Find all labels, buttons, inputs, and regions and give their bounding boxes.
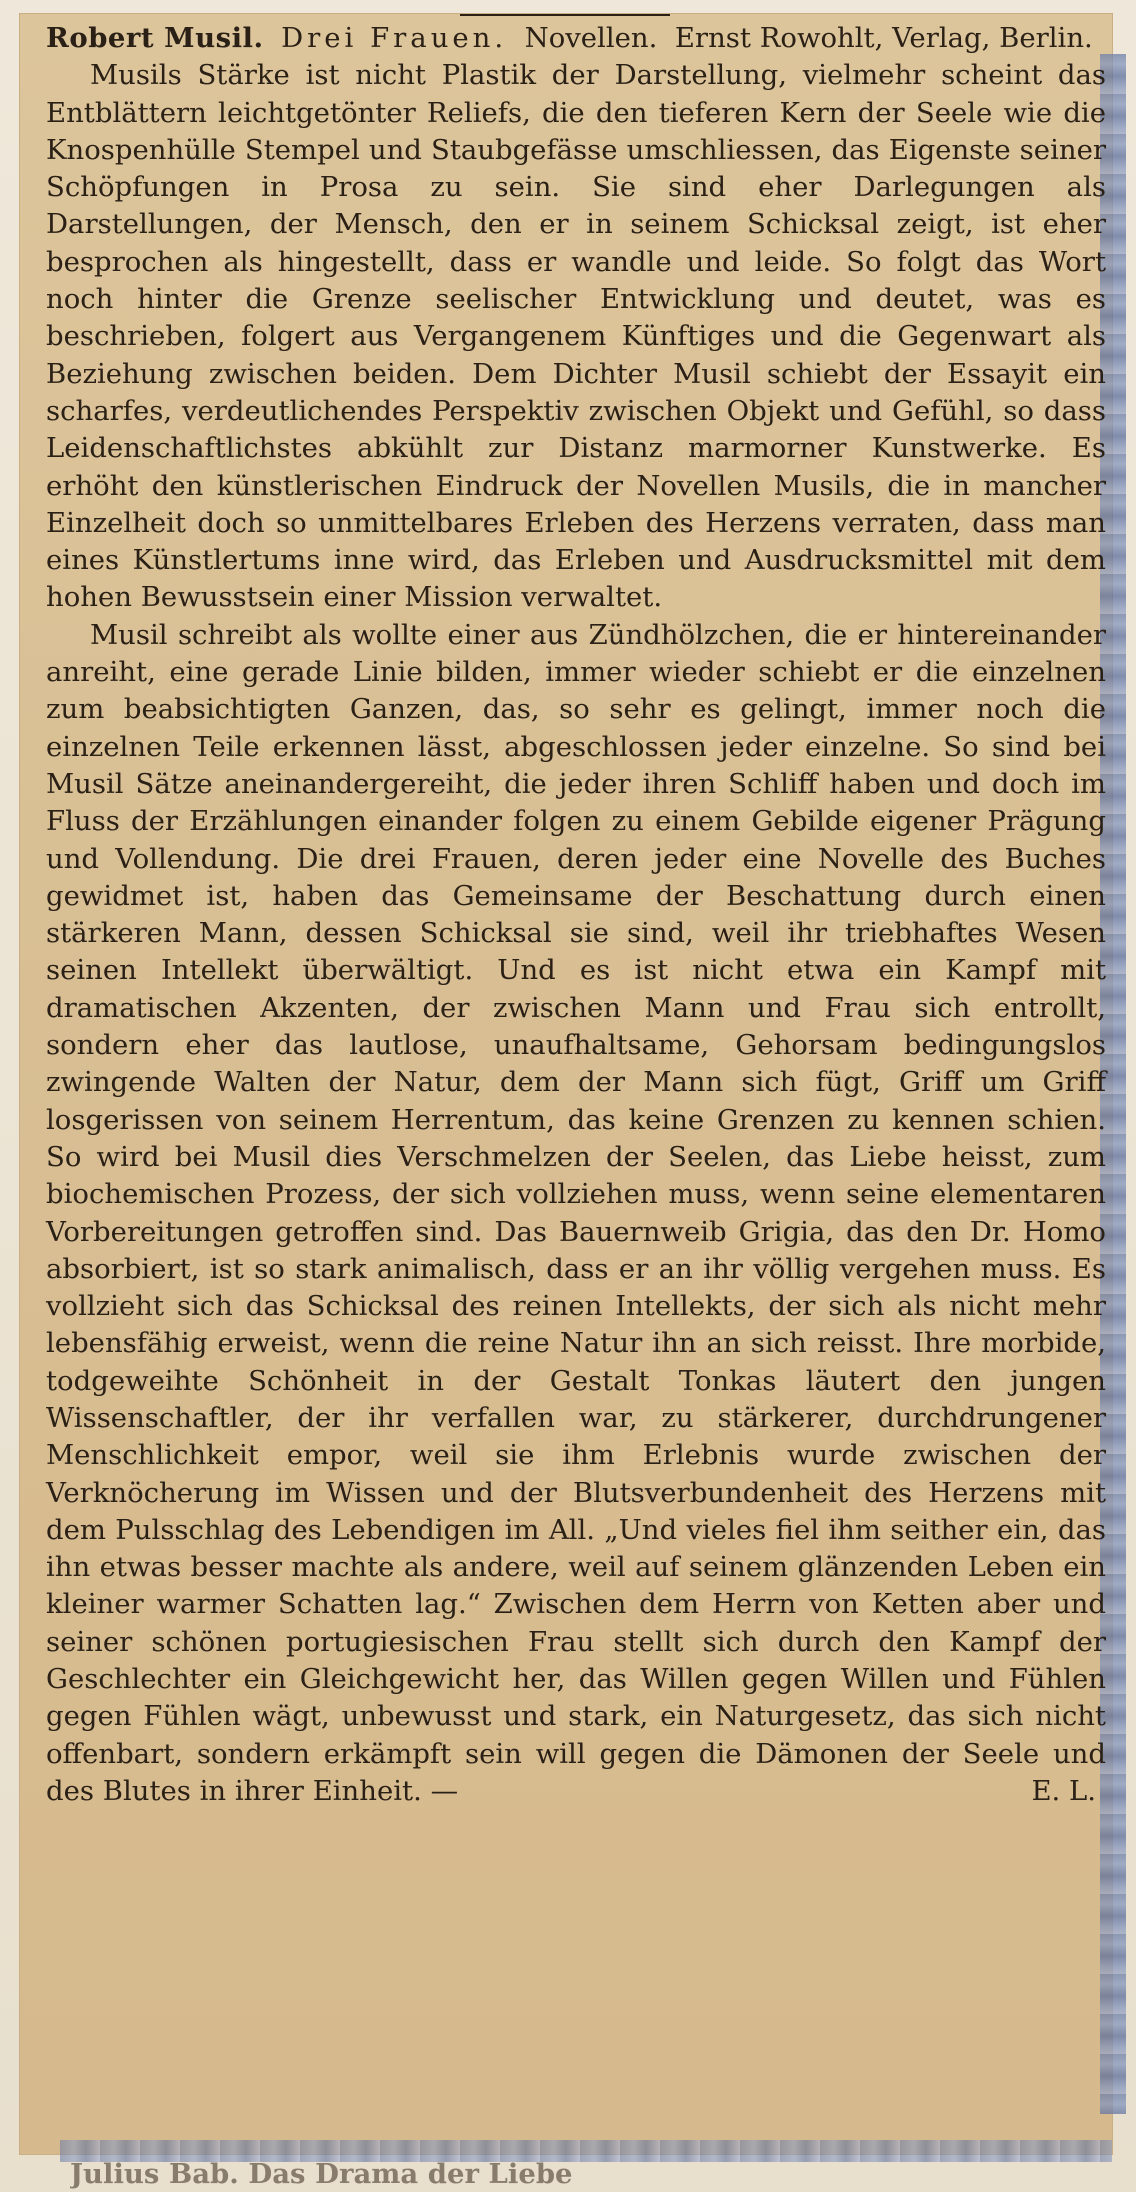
review-heading [46,20,1106,57]
reviewer-signature: E. L. [1031,1774,1096,1807]
book-publisher: Ernst Rowohlt, Verlag, Berlin. [674,22,1093,54]
review-column [46,20,1106,1810]
book-author: Robert Musil. [46,22,264,54]
review-paragraph-1: Musils Stärke ist nicht Plastik der Darstellung, vielmehr scheint das Entblättern leichtgetönter Reliefs, die den tieferen Kern der Seele wie die Knospenhülle Stempel und Staubgefässe umschliessen, das Eigenste seiner Schöpfungen in Prosa zu sein. Sie sind eher Darlegungen als Darstellungen, der Mensch, den er in seinem Schicksal zeigt, ist eher besprochen als hingestellt, dass er wandle und leide. So folgt das Wort noch hinter die Grenze seelischer Entwicklung und deutet, was es beschrieben, folgert aus Vergangenem Künftiges und die Gegenwart als Beziehung zwischen beiden. Dem Dichter Musil schiebt der Essayit ein scharfes, verdeutlichendes Perspektiv zwischen Objekt und Gefühl, so dass Leidenschaftlichstes abkühlt zur Distanz marmorner Kunstwerke. Es erhöht den künstlerischen Eindruck der Novellen Musils, die in mancher Einzelheit doch so unmittelbares Erleben des Herzens verraten, dass man eines Künstlertums inne wird, das Erleben und Ausdrucksmittel mit dem hohen Bewusstsein einer Mission verwaltet. [46,59,1106,614]
column-top-rule [460,14,670,16]
review-paragraph-2 [46,617,1106,1811]
book-title: Drei Frauen. [281,22,508,54]
review-paragraph-2-text: Musil schreibt als wollte einer aus Zündhölzchen, die er hintereinander anreiht, eine gerade Linie bilden, immer wieder schiebt er die einzelnen zum beabsichtigten Ganzen, das, so sehr es gelingt, immer noch die einzelnen Teile erkennen lässt, abgeschlossen jeder einzelne. So sind bei Musil Sätze aneinandergereiht, die jeder ihren Schliff haben und doch im Fluss der Erzählungen einander folgen zu einem Gebilde eigener Prägung und Vollendung. Die drei Frauen, deren jeder eine Novelle des Buches gewidmet ist, haben das Gemeinsame der Beschattung durch einen stärkeren Mann, dessen Schicksal sie sind, weil ihr triebhaftes Wesen seinen Intellekt überwältigt. Und es ist nicht etwa ein Kampf mit dramatischen Akzenten, der zwischen Mann und Frau sich entrollt, sondern eher das lautlose, unaufhaltsame, Gehorsam bedingungslos zwingende Walten der Natur, dem der Mann sich fügt, Griff um Griff losgerissen von seinem Herrentum, das keine Grenzen zu kennen schien. So wird bei Musil dies Verschmelzen der Seelen, das Liebe heisst, zum biochemischen Prozess, der sich vollziehen muss, wenn seine elementaren Vorbereitungen getroffen sind. Das Bauernweib Grigia, das den Dr. Homo absorbiert, ist so stark animalisch, dass er an ihr völlig vergehen muss. Es vollzieht sich das Schicksal des reinen Intellekts, der sich als nicht mehr lebensfähig erweist, wenn die reine Natur ihn an sich reisst. Ihre morbide, todgeweihte Schönheit in der Gestalt Tonkas läutert den jungen Wissenschaftler, der ihr verfallen war, zu stärkerer, durchdrungener Menschlichkeit empor, weil sie ihm Erlebnis wurde zwischen der Verknöcherung im Wissen und der Blutsverbundenheit des Herzens mit dem Pulsschlag des Lebendigen im All. „Und vieles fiel ihm seither ein, das ihn etwas besser machte als andere, weil auf seinem glänzenden Leben ein kleiner warmer Schatten lag.“ Zwischen dem Herrn von Ketten aber und seiner schönen portugiesischen Frau stellt sich durch den Kampf der Geschlechter ein Gleichgewicht her, das Willen gegen Willen und Fühlen gegen Fühlen wägt, unbewusst und stark, ein Naturgesetz, das sich nicht offenbart, sondern erkämpft sein will gegen die Dämonen der Seele und des Blutes in ihrer Einheit. — [46,618,1106,1807]
next-article-heading-cut-off: Julius Bab. Das Drama der Liebe [70,2158,573,2190]
book-genre: Novellen. [524,22,658,54]
